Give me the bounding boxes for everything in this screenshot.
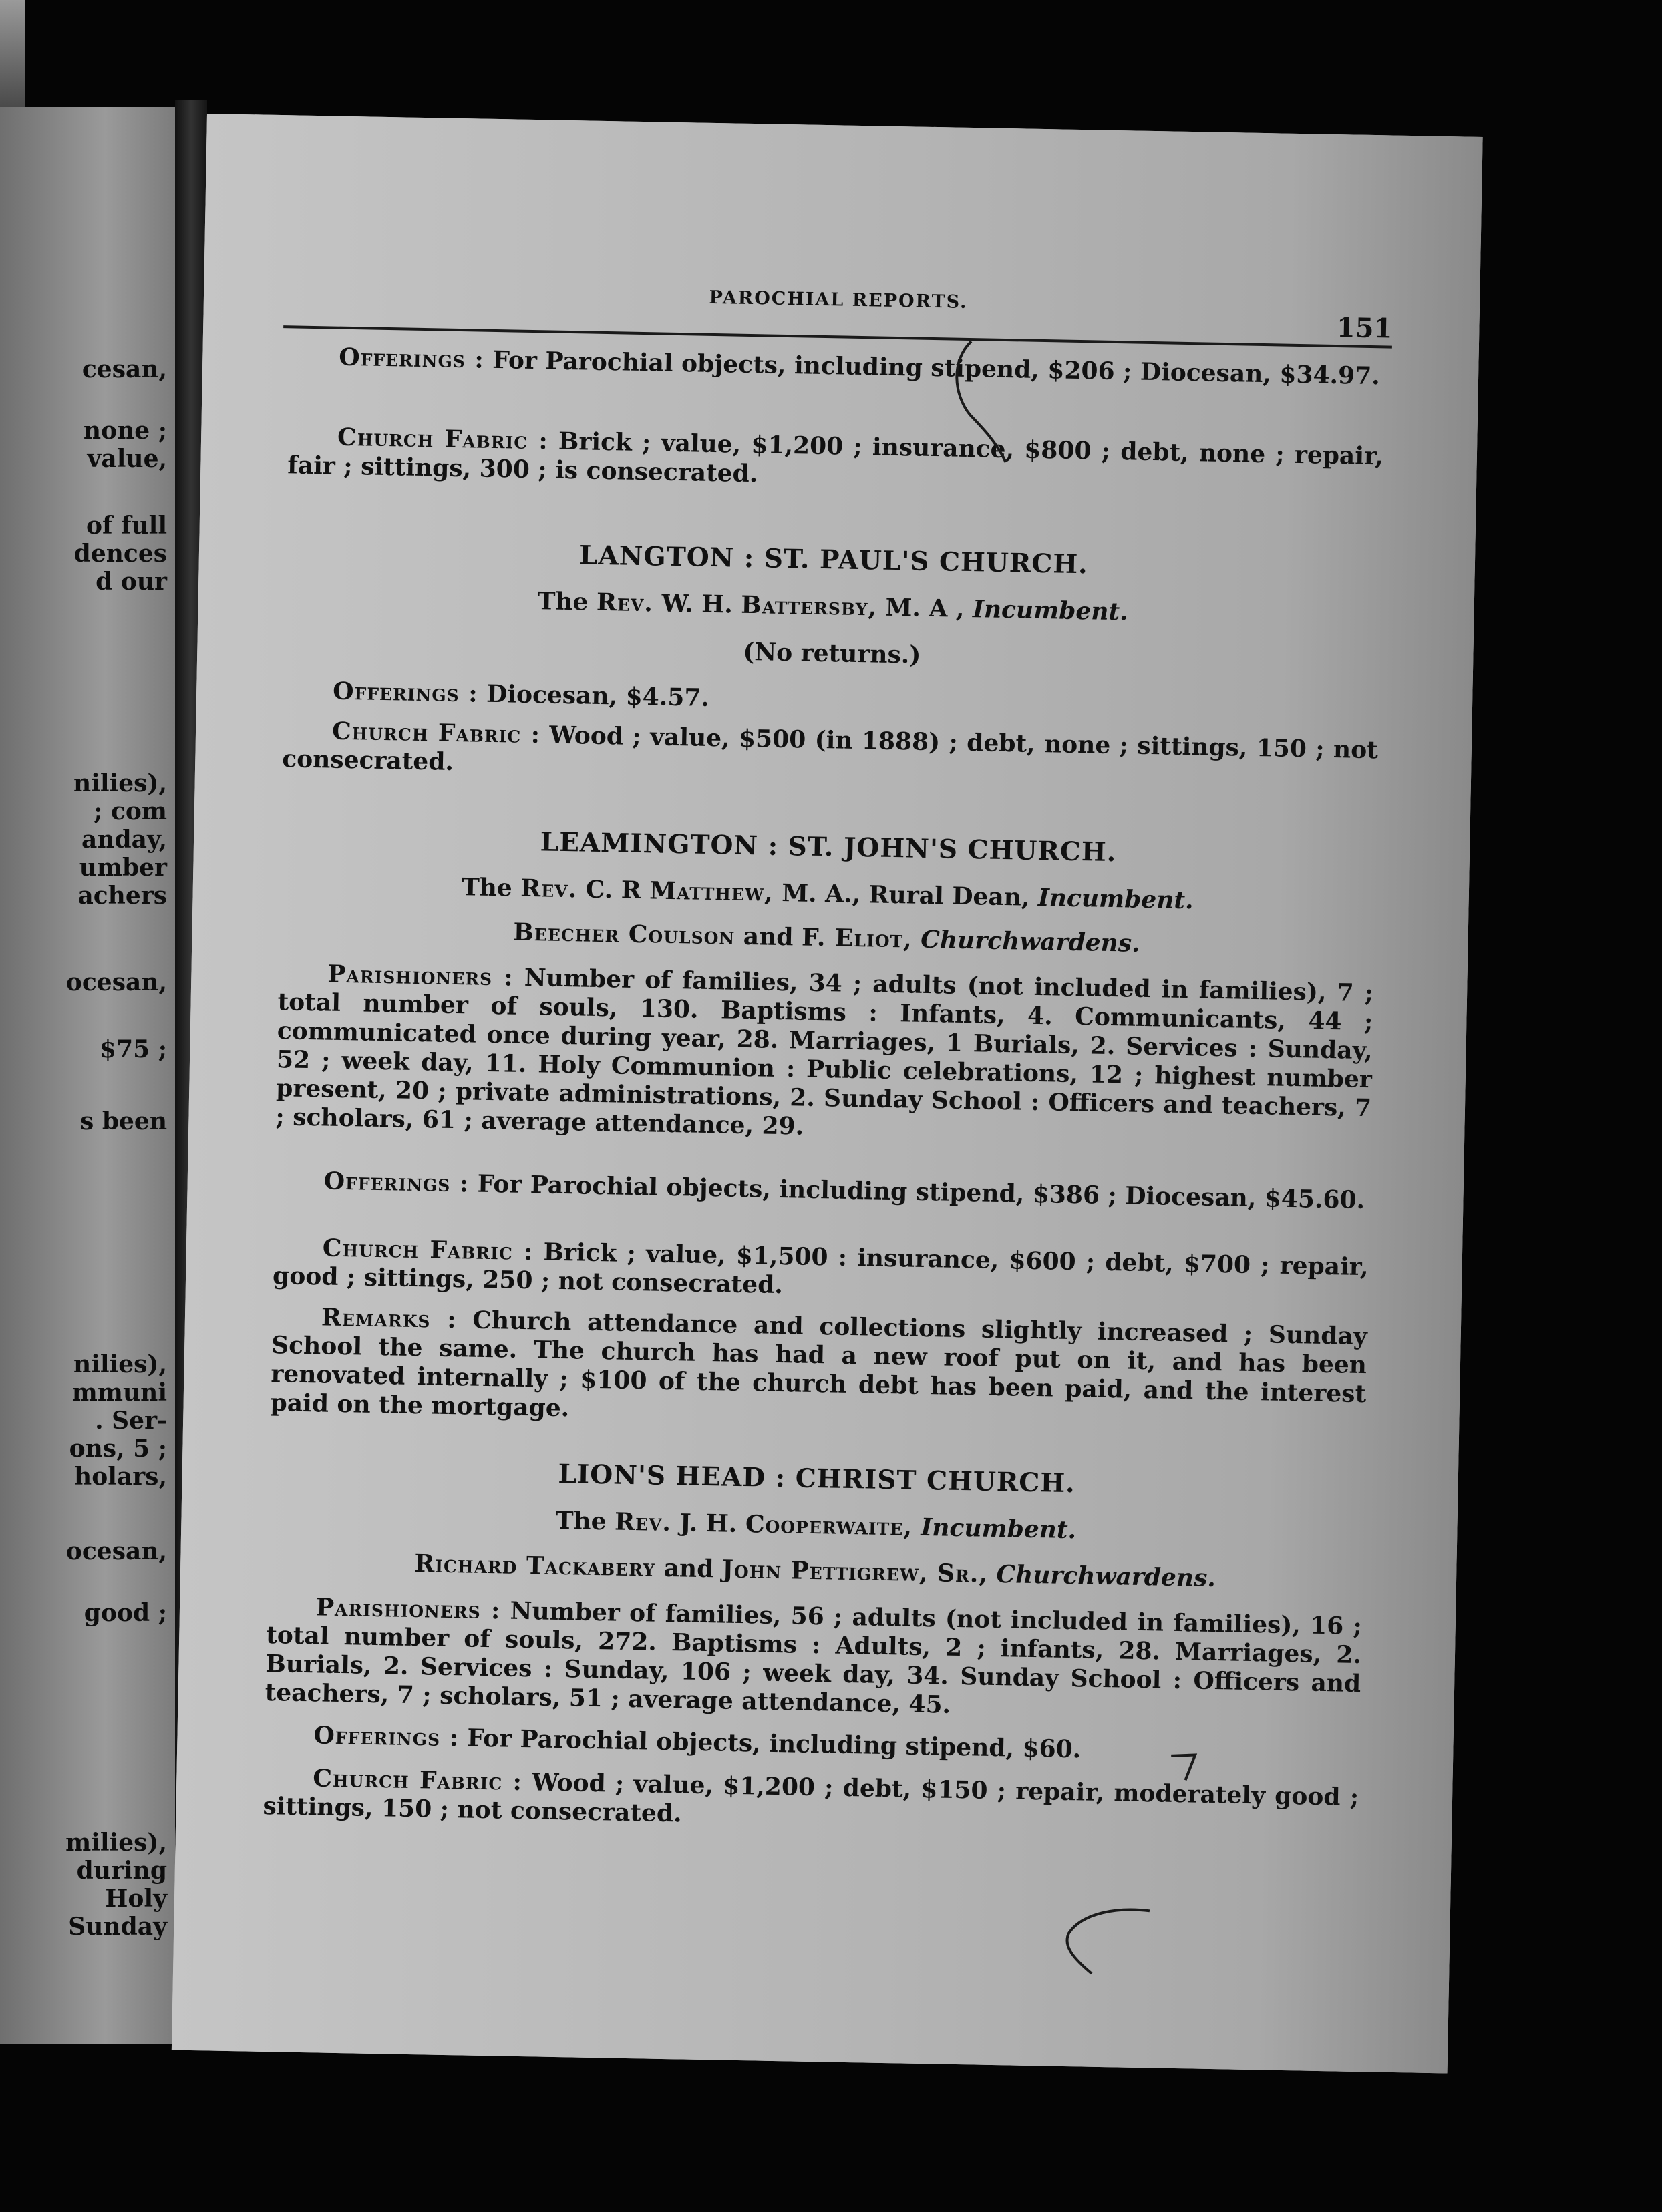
offerings-text: For Parochial objects, including stipend, $386 ; Diocesan, $45.60.: [477, 1169, 1365, 1215]
offerings-label: Offerings :: [313, 1721, 460, 1753]
remarks-text: Church attendance and collections slightly increased ; Sunday School the same. The church has had a new roof put on it, and has been renovated internally ; $100 of the church debt has been paid, and the interest paid on the mortgage.: [270, 1306, 1368, 1423]
church-fabric-paragraph: [287, 422, 1383, 500]
clergy-rev: Rev.: [596, 588, 654, 618]
leamington-wardens: [279, 914, 1375, 962]
clergy-initials: W. H.: [661, 589, 733, 619]
left-line: good ;: [84, 1599, 167, 1627]
left-line: s been: [80, 1107, 167, 1135]
langton-heading: LANGTON : ST. PAUL'S CHURCH.: [578, 540, 1089, 580]
langton-note: (No returns.): [742, 637, 921, 669]
pencil-tick-mark: [1165, 1748, 1206, 1789]
left-line: ocesan,: [65, 1537, 167, 1565]
clergy-role: Incumbent.: [972, 595, 1129, 626]
left-line: of full: [86, 512, 167, 540]
clergy-rev: Rev.: [520, 874, 578, 904]
wardens-role: Churchwardens.: [920, 925, 1140, 958]
leamington-heading: LEAMINGTON : ST. JOHN'S CHURCH.: [540, 826, 1117, 868]
left-line: cesan,: [81, 355, 167, 383]
parishioners-label: Parishioners :: [315, 1593, 501, 1625]
leamington-clergy: [279, 870, 1375, 918]
church-fabric-label: Church Fabric :: [312, 1764, 523, 1797]
lions-head-heading: LION'S HEAD : CHRIST CHURCH.: [558, 1458, 1076, 1499]
parishioners-paragraph: [275, 959, 1373, 1151]
left-line: during: [76, 1857, 167, 1885]
clergy-role: Incumbent.: [1037, 883, 1194, 915]
running-head: PAROCHIAL REPORTS.: [709, 287, 968, 313]
left-line: Holy: [105, 1885, 167, 1913]
church-fabric-text: Brick ; value, $1,200 ; insurance, $800 ; debt, none ; repair, fair ; sittings, 300 ; is consecrated.: [287, 427, 1384, 488]
wardens-role: Churchwardens.: [996, 1560, 1216, 1593]
clergy-initials: J. H.: [679, 1509, 737, 1538]
remarks-label: Remarks :: [321, 1303, 458, 1334]
church-fabric-text: Wood ; value, $500 (in 1888) ; debt, none ; sittings, 150 ; not consecrated.: [281, 721, 1379, 776]
clergy-surname: Battersby,: [741, 590, 878, 622]
left-line: holars,: [74, 1463, 167, 1491]
offerings-label: Offerings :: [323, 1167, 470, 1198]
lions-head-wardens: [267, 1547, 1363, 1596]
lions-head-clergy: [268, 1501, 1364, 1550]
left-line: achers: [77, 882, 167, 910]
church-fabric-label: Church Fabric :: [331, 717, 541, 749]
left-line: nilies),: [73, 1350, 167, 1378]
page-number: 151: [1336, 312, 1393, 345]
clergy-prefix: The: [555, 1506, 607, 1536]
parishioners-paragraph: [265, 1592, 1362, 1727]
clergy-surname: Cooperwaite,: [745, 1510, 913, 1541]
page-content: [263, 115, 1393, 1828]
pencil-bracket-mark: [942, 334, 1025, 469]
left-line: umber: [79, 854, 167, 882]
offerings-text: Diocesan, $4.57.: [486, 679, 710, 712]
langton-clergy: [285, 582, 1381, 631]
offerings-paragraph: [283, 676, 1379, 725]
left-line: Sunday: [68, 1913, 167, 1941]
clergy-prefix: The: [537, 587, 589, 616]
church-fabric-paragraph: [282, 716, 1378, 793]
clergy-rev: Rev.: [614, 1507, 672, 1537]
left-line: none ;: [83, 417, 167, 445]
left-page-corner: [0, 0, 25, 107]
parishioners-text: Number of families, 34 ; adults (not included in families), 7 ; total number of souls, 130. Baptisms : Infants, 4. Communicants, 44 ; communicated once during year, 28. Marriages, 1 Burials, 2. Services : Sunday, 52 ; week day, 11. Holy Communion : Public celebrations, 12 ; highest number present, 20 ; private administrations, 2. Sunday School : Officers and teachers, 7 ; scholars, 61 ; average attendance, 29.: [275, 963, 1374, 1141]
left-line: ons, 5 ;: [69, 1435, 167, 1463]
parishioners-label: Parishioners :: [327, 960, 514, 992]
left-line: d our: [96, 568, 167, 596]
left-line: $75 ;: [100, 1035, 167, 1063]
wardens-and: and: [663, 1553, 714, 1584]
clergy-surname: Matthew,: [649, 876, 774, 907]
left-line: ; com: [94, 797, 167, 825]
right-page: [172, 114, 1483, 2074]
clergy-degree: M. A., Rural Dean,: [781, 878, 1030, 912]
left-line: dences: [73, 540, 167, 568]
left-line: nilies),: [73, 769, 167, 797]
church-fabric-text: Brick ; value, $1,500 : insurance, $600 ; debt, $700 ; repair, good ; sittings, 250 ; not consecrated.: [272, 1238, 1369, 1300]
clergy-role: Incumbent.: [921, 1513, 1077, 1545]
offerings-label: Offerings :: [332, 677, 479, 708]
left-line: milies),: [65, 1829, 167, 1857]
offerings-label: Offerings :: [338, 343, 485, 374]
clergy-initials: C. R: [585, 875, 642, 905]
left-line: ocesan,: [65, 968, 167, 996]
left-line: anday,: [81, 825, 167, 854]
church-fabric-label: Church Fabric :: [337, 423, 549, 455]
church-fabric-label: Church Fabric :: [322, 1234, 534, 1266]
warden-name: Richard Tackabery: [414, 1549, 656, 1582]
church-fabric-text: Wood ; value, $1,200 ; debt, $150 ; repair, moderately good ; sittings, 150 ; not consecrated.: [263, 1768, 1359, 1828]
offerings-text: For Parochial objects, including stipend, $206 ; Diocesan, $34.97.: [492, 345, 1381, 391]
warden-name: Beecher Coulson: [513, 918, 735, 950]
offerings-paragraph: [274, 1166, 1370, 1215]
left-line: . Ser-: [95, 1407, 167, 1435]
pencil-scribble-mark: [1055, 1899, 1163, 1982]
remarks-paragraph: [270, 1302, 1367, 1437]
left-line: value,: [87, 445, 167, 473]
offerings-text: For Parochial objects, including stipend, $60.: [467, 1724, 1082, 1764]
church-fabric-paragraph: [273, 1233, 1369, 1310]
warden-name: F. Eliot,: [801, 923, 913, 954]
left-page-fragment: [0, 107, 175, 2044]
warden-name: John Pettigrew, Sr.,: [721, 1555, 989, 1588]
clergy-degree: M. A ,: [885, 593, 965, 623]
clergy-prefix: The: [461, 873, 513, 902]
left-line: mmuni: [71, 1378, 167, 1407]
wardens-and: and: [743, 922, 794, 952]
parishioners-text: Number of families, 56 ; adults (not included in families), 16 ; total number of souls, 272. Baptisms : Adults, 2 ; infants, 28. Marriages, 2. Burials, 2. Services : Sunday, 106 ; week day, 34. Sunday School : Officers and teachers, 7 ; scholars, 51 ; average attendance, 45.: [265, 1596, 1363, 1719]
offerings-paragraph: [289, 342, 1385, 391]
